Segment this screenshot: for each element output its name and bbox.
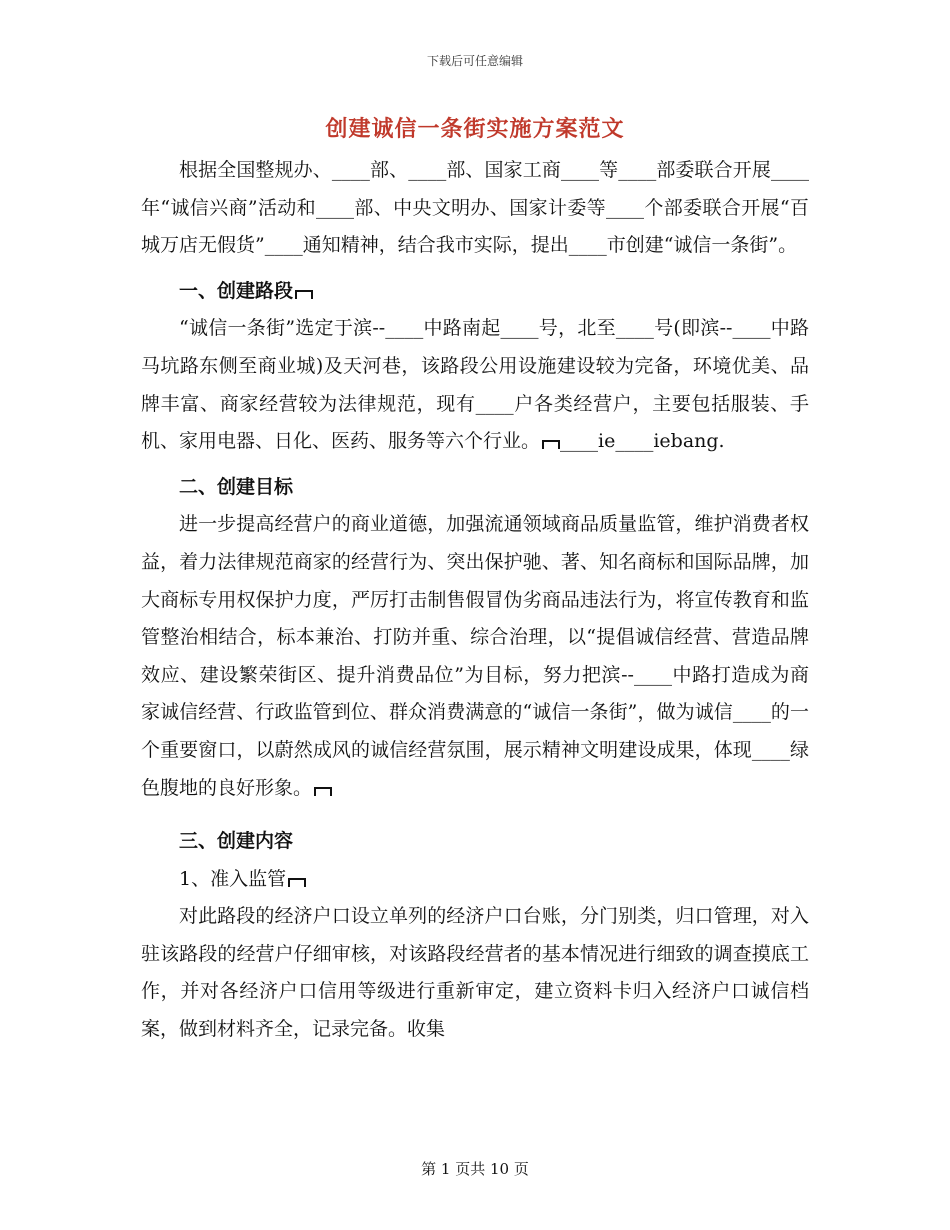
paragraph-mark-icon [314,787,332,796]
section-3-subheading [141,861,809,899]
section-3-heading: 三、创建内容 [179,830,294,853]
section-2-body [141,506,809,807]
section-1-heading [141,273,809,311]
paragraph-mark-icon [542,440,560,449]
page-header-note: 下载后可任意编辑 [426,54,523,68]
section-1-body [141,310,809,460]
section-1-body-text: “诚信一条街”选定于滨--____中路南起____号，北至____号(即滨--____中路马坑路东侧至商业城)及天河巷，该路段公用设施建设较为完备，环境优美、品牌丰富、商家经营较为法律规范，现有____户各类经营户，主要包括服装、手机、家用电器、日化、医药、服务等六个行业。 [141,317,809,453]
section-1-tail-text: ____ie____iebang. [560,430,725,453]
section-2-body-text: 进一步提高经营户的商业道德，加强流通领域商品质量监管，维护消费者权益，着力法律规范商家的经营行为、突出保护驰、著、知名商标和国际品牌，加大商标专用权保护力度，严厉打击制售假冒伪劣商品违法行为，将宣传教育和监管整治相结合，标本兼治、打防并重、综合治理，以“提倡诚信经营、营造品牌效应、建设繁荣街区、提升消费品位”为目标，努力把滨--____中路打造成为商家诚信经营、行政监管到位、群众消费满意的“诚信一条街”，做为诚信____的一个重要窗口，以蔚然成风的诚信经营氛围，展示精神文明建设成果，体现____绿色腹地的良好形象。 [141,513,809,799]
intro-paragraph: 根据全国整规办、____部、____部、国家工商____等____部委联合开展____年“诚信兴商”活动和____部、中央文明办、国家计委等____个部委联合开展“百城万店无假货”____通知精神，结合我市实际，提出____市创建“诚信一条街”。 [141,159,809,257]
section-2-heading: 二、创建目标 [179,475,294,498]
section-1-heading-text: 一、创建路段 [179,279,294,302]
paragraph-mark-icon [295,290,313,299]
document-body [141,152,809,1049]
section-3-subheading-text: 1、准入监管 [179,867,287,890]
paragraph-mark-icon [288,878,306,887]
document-title: 创建诚信一条街实施方案范文 [325,116,625,142]
section-3-body: 对此路段的经济户口设立单列的经济户口台账，分门别类，归口管理，对入驻该路段的经营户仔细审核，对该路段经营者的基本情况进行细致的调查摸底工作，并对各经济户口信用等级进行重新审定，建立资料卡归入经济户口诚信档案，做到材料齐全，记录完备。收集 [141,905,809,1041]
page-number: 第 1 页共 10 页 [421,1160,529,1178]
